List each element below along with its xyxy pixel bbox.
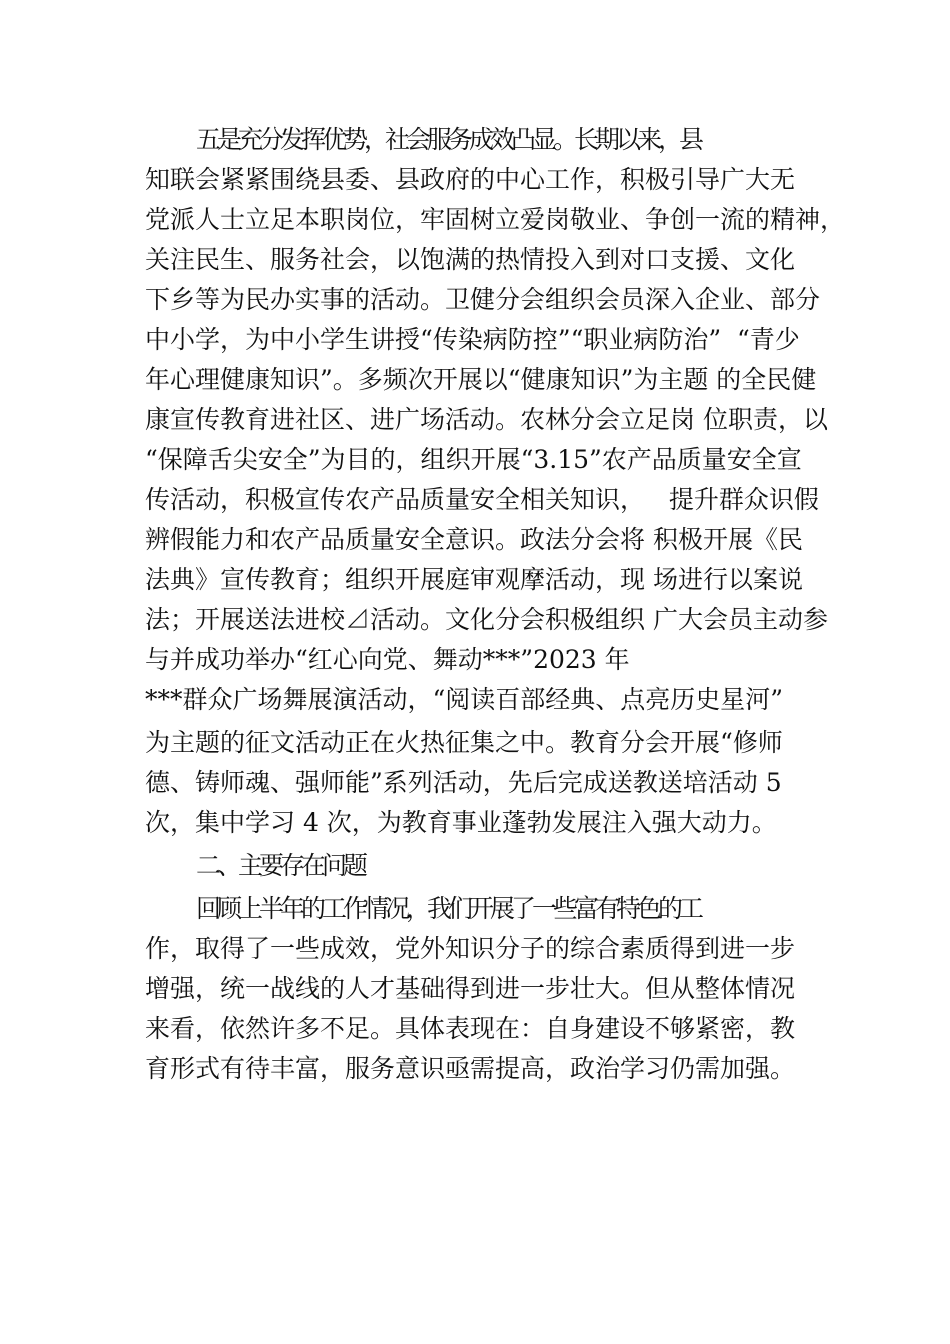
paragraph-line: 年心理健康知识”。多频次开展以“健康知识”为主题 的全民健 (145, 365, 817, 394)
paragraph-line: 关注民生、服务社会，以饱满的热情投入到对口支援、文化 (145, 245, 796, 274)
paragraph-line: 法典》宣传教育；组织开展庭审观摩活动，现 场进行以案说 (145, 565, 803, 594)
paragraph-line: 为主题的征文活动正在火热征集之中。教育分会开展“修师 (145, 728, 783, 757)
paragraph-line: 康宣传教育进社区、进广场活动。农林分会立足岗 位职责，以 (145, 405, 828, 434)
paragraph-line: 五是充分发挥优势，社会服务成效凸显。长期以来，县 (196, 125, 701, 154)
paragraph-line: 来看，依然许多不足。具体表现在：自身建设不够紧密，教 (145, 1014, 796, 1043)
paragraph-line: 下乡等为民办实事的活动。卫健分会组织会员深入企业、部分 (145, 285, 821, 314)
paragraph-line: ***群众广场舞展演活动，“阅读百部经典、点亮历史星河” (145, 685, 784, 714)
paragraph-line: 与并成功举办“红心向党、舞动***”2023 年 (145, 645, 630, 674)
paragraph-line: 传活动，积极宣传农产品质量安全相关知识， 提升群众识假 (145, 485, 819, 514)
paragraph-line: 次，集中学习 4 次，为教育事业蓬勃发展注入强大动力。 (145, 808, 777, 837)
paragraph-line: 作，取得了一些成效，党外知识分子的综合素质得到进一步 (145, 934, 796, 963)
paragraph-line: 辨假能力和农产品质量安全意识。政法分会将 积极开展《民 (145, 525, 803, 554)
paragraph-line: 知联会紧紧围绕县委、县政府的中心工作，积极引导广大无 (145, 165, 796, 194)
paragraph-line: 中小学，为中小学生讲授“传染病防控”“职业病防治” “青少 (145, 325, 800, 354)
paragraph-line: 法；开展送法进校⊿活动。文化分会积极组织 广大会员主动参 (145, 605, 828, 634)
paragraph-line: 德、铸师魂、强师能”系列活动，先后完成送教送培活动 5 (145, 768, 782, 797)
paragraph-line: 育形式有待丰富，服务意识亟需提高，政治学习仍需加强。 (145, 1054, 796, 1083)
paragraph-line: 回顾上半年的工作情况，我们开展了一些富有特色的工 (196, 894, 701, 923)
section-heading: 二、主要存在问题 (196, 851, 365, 880)
paragraph-line: 增强，统一战线的人才基础得到进一步壮大。但从整体情况 (145, 974, 796, 1003)
paragraph-line: 党派人士立足本职岗位，牢固树立爱岗敬业、争创一流的精神， (145, 205, 846, 234)
paragraph-line: “保障舌尖安全”为目的，组织开展“3.15”农产品质量安全宣 (145, 445, 802, 474)
